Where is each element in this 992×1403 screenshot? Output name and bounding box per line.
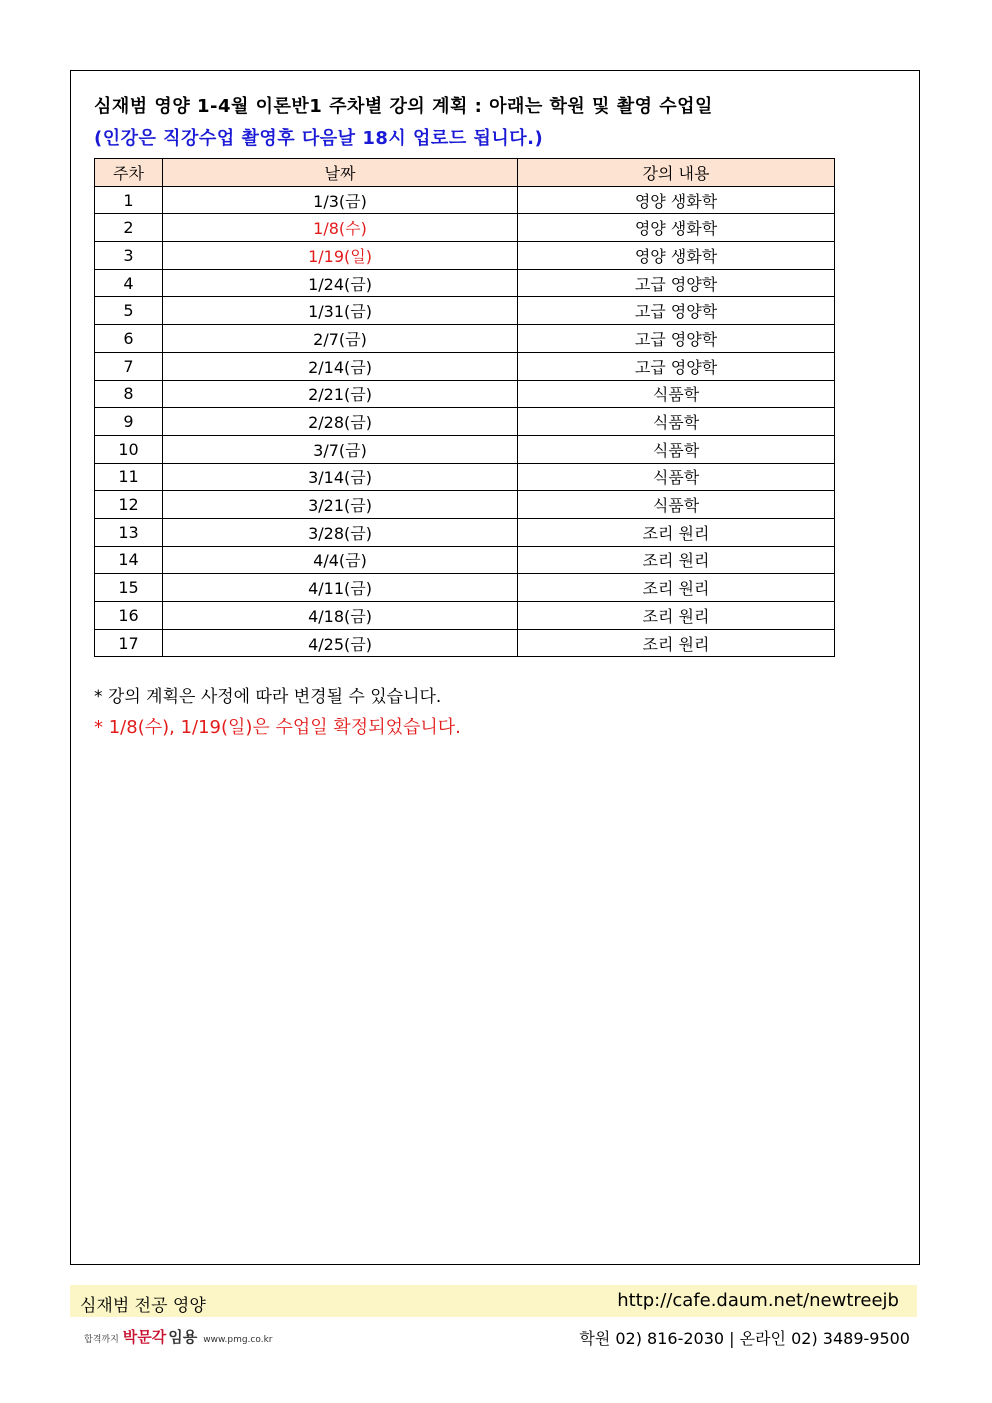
cell-content: 조리 원리 — [518, 629, 835, 657]
cell-week: 1 — [95, 186, 163, 214]
cell-week: 11 — [95, 463, 163, 491]
table-row — [95, 574, 835, 602]
cell-week: 9 — [95, 408, 163, 436]
logo-tagline: 합격까지 — [84, 1335, 119, 1345]
table-row — [95, 297, 835, 325]
page-title: 심재범 영양 1-4월 이론반1 주차별 강의 계획 : 아래는 학원 및 촬영 수업일 — [94, 96, 713, 117]
cell-date: 3/14(금) — [163, 463, 518, 491]
table-row — [95, 546, 835, 574]
cell-content: 고급 영양학 — [518, 269, 835, 297]
cell-content: 식품학 — [518, 491, 835, 519]
table-body — [95, 186, 835, 657]
logo-brand-suffix: 임용 — [168, 1328, 198, 1346]
cell-week: 2 — [95, 214, 163, 242]
cell-week: 17 — [95, 629, 163, 657]
table-row — [95, 491, 835, 519]
table-row — [95, 325, 835, 353]
cell-content: 영양 생화학 — [518, 186, 835, 214]
cell-week: 7 — [95, 352, 163, 380]
cell-content: 영양 생화학 — [518, 242, 835, 270]
cell-week: 12 — [95, 491, 163, 519]
cell-date: 4/18(금) — [163, 602, 518, 630]
cell-date: 4/25(금) — [163, 629, 518, 657]
cell-content: 식품학 — [518, 380, 835, 408]
cell-date: 1/8(수) — [163, 214, 518, 242]
note-confirmed-dates: * 1/8(수), 1/19(일)은 수업일 확정되었습니다. — [94, 717, 461, 738]
cell-week: 13 — [95, 518, 163, 546]
schedule-table — [94, 158, 835, 657]
table-row — [95, 186, 835, 214]
cell-content: 조리 원리 — [518, 546, 835, 574]
table-row — [95, 435, 835, 463]
cell-date: 1/19(일) — [163, 242, 518, 270]
cell-week: 14 — [95, 546, 163, 574]
footer-contact: 학원 02) 816-2030 | 온라인 02) 3489-9500 — [579, 1329, 910, 1348]
table-row — [95, 463, 835, 491]
note-schedule-change: * 강의 계획은 사정에 따라 변경될 수 있습니다. — [94, 687, 442, 707]
page-subtitle: (인강은 직강수업 촬영후 다음날 18시 업로드 됩니다.) — [94, 128, 544, 149]
cell-week: 15 — [95, 574, 163, 602]
logo-site: www.pmg.co.kr — [203, 1335, 273, 1345]
cell-content: 식품학 — [518, 463, 835, 491]
cell-date: 4/4(금) — [163, 546, 518, 574]
table-row — [95, 629, 835, 657]
cell-date: 3/7(금) — [163, 435, 518, 463]
cell-date: 4/11(금) — [163, 574, 518, 602]
table-row — [95, 518, 835, 546]
table-header-row — [95, 159, 835, 187]
table-row — [95, 242, 835, 270]
table-row — [95, 602, 835, 630]
header-date: 날짜 — [163, 159, 518, 187]
cell-week: 8 — [95, 380, 163, 408]
cell-week: 4 — [95, 269, 163, 297]
footer-cafe-link[interactable]: http://cafe.daum.net/newtreejb — [617, 1290, 899, 1311]
table-row — [95, 380, 835, 408]
cell-date: 2/7(금) — [163, 325, 518, 353]
cell-week: 3 — [95, 242, 163, 270]
cell-week: 5 — [95, 297, 163, 325]
logo-brand: 박문각 — [122, 1328, 167, 1346]
cell-content: 식품학 — [518, 435, 835, 463]
table-row — [95, 269, 835, 297]
header-content: 강의 내용 — [518, 159, 835, 187]
footer-course-name: 심재범 전공 영양 — [80, 1296, 206, 1316]
table-row — [95, 408, 835, 436]
table-row — [95, 214, 835, 242]
cell-date: 2/14(금) — [163, 352, 518, 380]
cell-content: 식품학 — [518, 408, 835, 436]
publisher-logo — [84, 1326, 273, 1347]
cell-content: 조리 원리 — [518, 574, 835, 602]
cell-week: 16 — [95, 602, 163, 630]
cell-date: 1/24(금) — [163, 269, 518, 297]
cell-content: 고급 영양학 — [518, 297, 835, 325]
cell-content: 고급 영양학 — [518, 325, 835, 353]
cell-date: 2/28(금) — [163, 408, 518, 436]
cell-date: 3/21(금) — [163, 491, 518, 519]
cell-date: 2/21(금) — [163, 380, 518, 408]
cell-date: 3/28(금) — [163, 518, 518, 546]
cell-content: 고급 영양학 — [518, 352, 835, 380]
cell-content: 조리 원리 — [518, 602, 835, 630]
table-row — [95, 352, 835, 380]
header-week: 주차 — [95, 159, 163, 187]
cell-content: 영양 생화학 — [518, 214, 835, 242]
cell-date: 1/3(금) — [163, 186, 518, 214]
cell-week: 6 — [95, 325, 163, 353]
cell-content: 조리 원리 — [518, 518, 835, 546]
cell-date: 1/31(금) — [163, 297, 518, 325]
cell-week: 10 — [95, 435, 163, 463]
